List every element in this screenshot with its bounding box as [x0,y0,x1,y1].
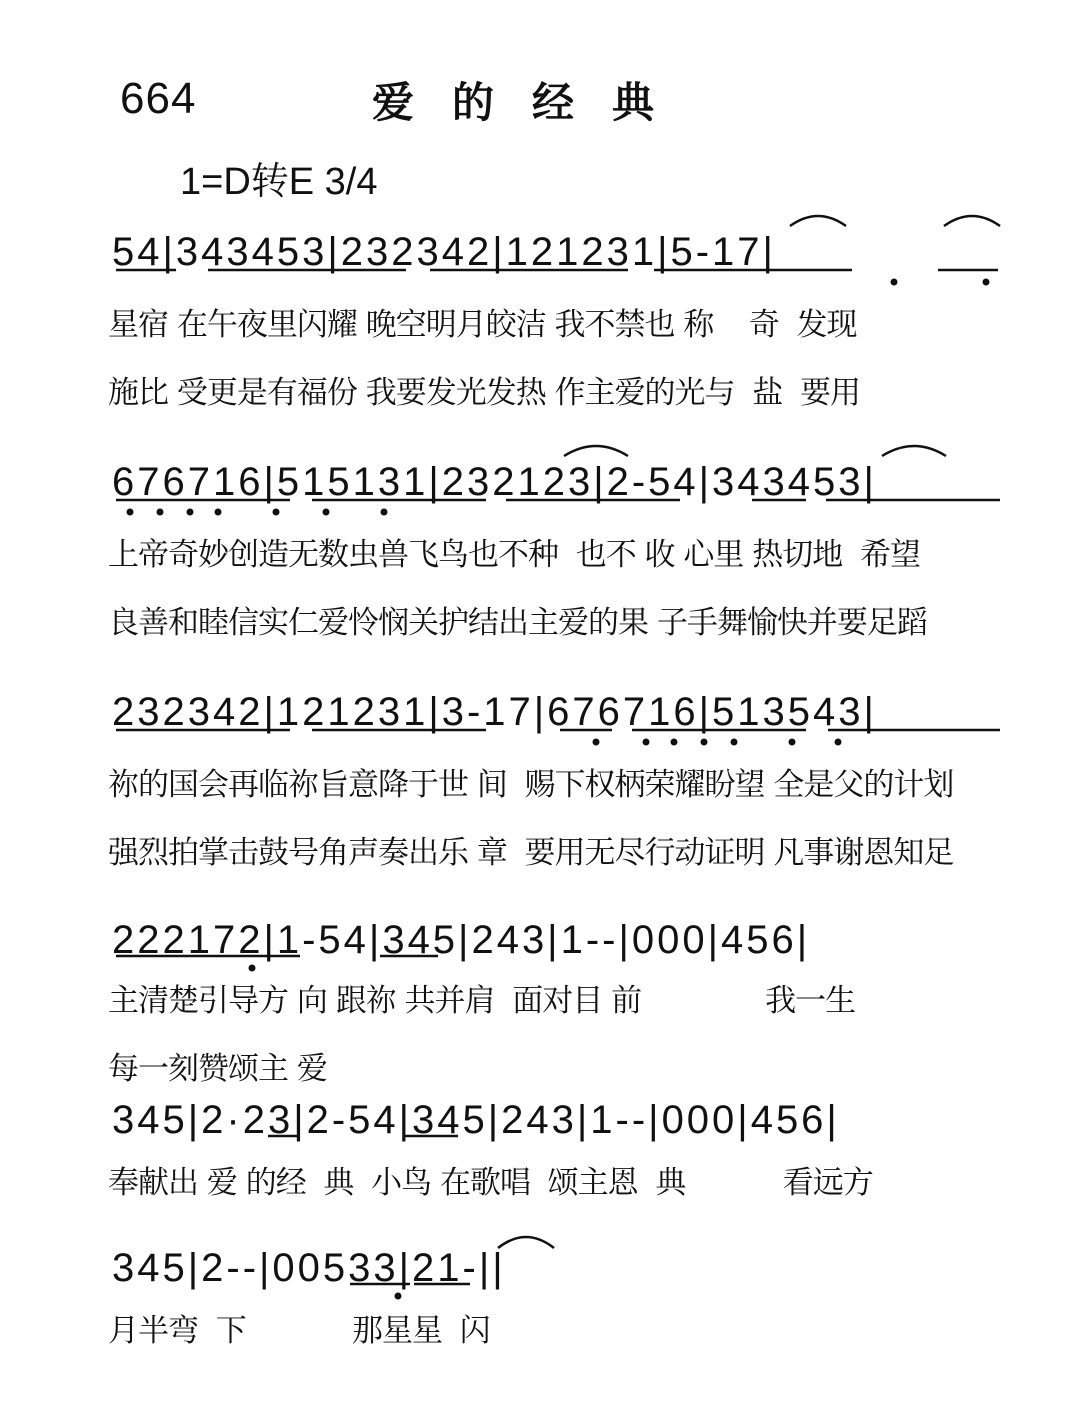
notation-line-2: 676716|515131|232123|2-54|343453| [112,460,877,504]
lyric-line-1a: 星宿 在午夜里闪耀 晚空明月皎洁 我不禁也 称 奇 发现 [108,307,857,343]
lyric-line-2b: 良善和睦信实仁爱怜悯关护结出主爱的果 子手舞愉快并要足蹈 [108,605,927,641]
lyric-line-4b: 每一刻赞颂主 爱 [108,1051,327,1087]
lyric-line-2a: 上帝奇妙创造无数虫兽飞鸟也不种 也不 收 心里 热切地 希望 [108,537,920,573]
notation-line-5: 345|2·23|2-54|345|243|1--|000|456| [112,1098,840,1142]
key-signature: 1=D转E 3/4 [180,161,378,203]
lyric-line-3a: 祢的国会再临祢旨意降于世 间 赐下权柄荣耀盼望 全是父的计划 [108,767,954,803]
notation-line-3: 232342|121231|3-17|676716|513543| [112,690,877,734]
notation-line-1: 54|343453|232342|121231|5-17| [112,230,776,274]
song-title: 爱的经典 [372,78,693,127]
lyric-line-5a: 奉献出 爱 的经 典 小鸟 在歌唱 颂主恩 典 看远方 [108,1165,873,1201]
notation-line-6: 345|2--|00533|21-|| [112,1246,506,1290]
lyric-line-6a: 月半弯 下 那星星 闪 [108,1313,490,1349]
song-number: 664 [120,74,197,123]
lyric-line-3b: 强烈拍掌击鼓号角声奏出乐 章 要用无尽行动证明 凡事谢恩知足 [108,835,954,871]
lyric-line-1b: 施比 受更是有福份 我要发光发热 作主爱的光与 盐 要用 [108,375,860,411]
lyric-line-4a: 主清楚引导方 向 跟祢 共并肩 面对目 前 我一生 [108,983,856,1019]
notation-line-4: 222172|1-54|345|243|1--|000|456| [112,918,811,962]
